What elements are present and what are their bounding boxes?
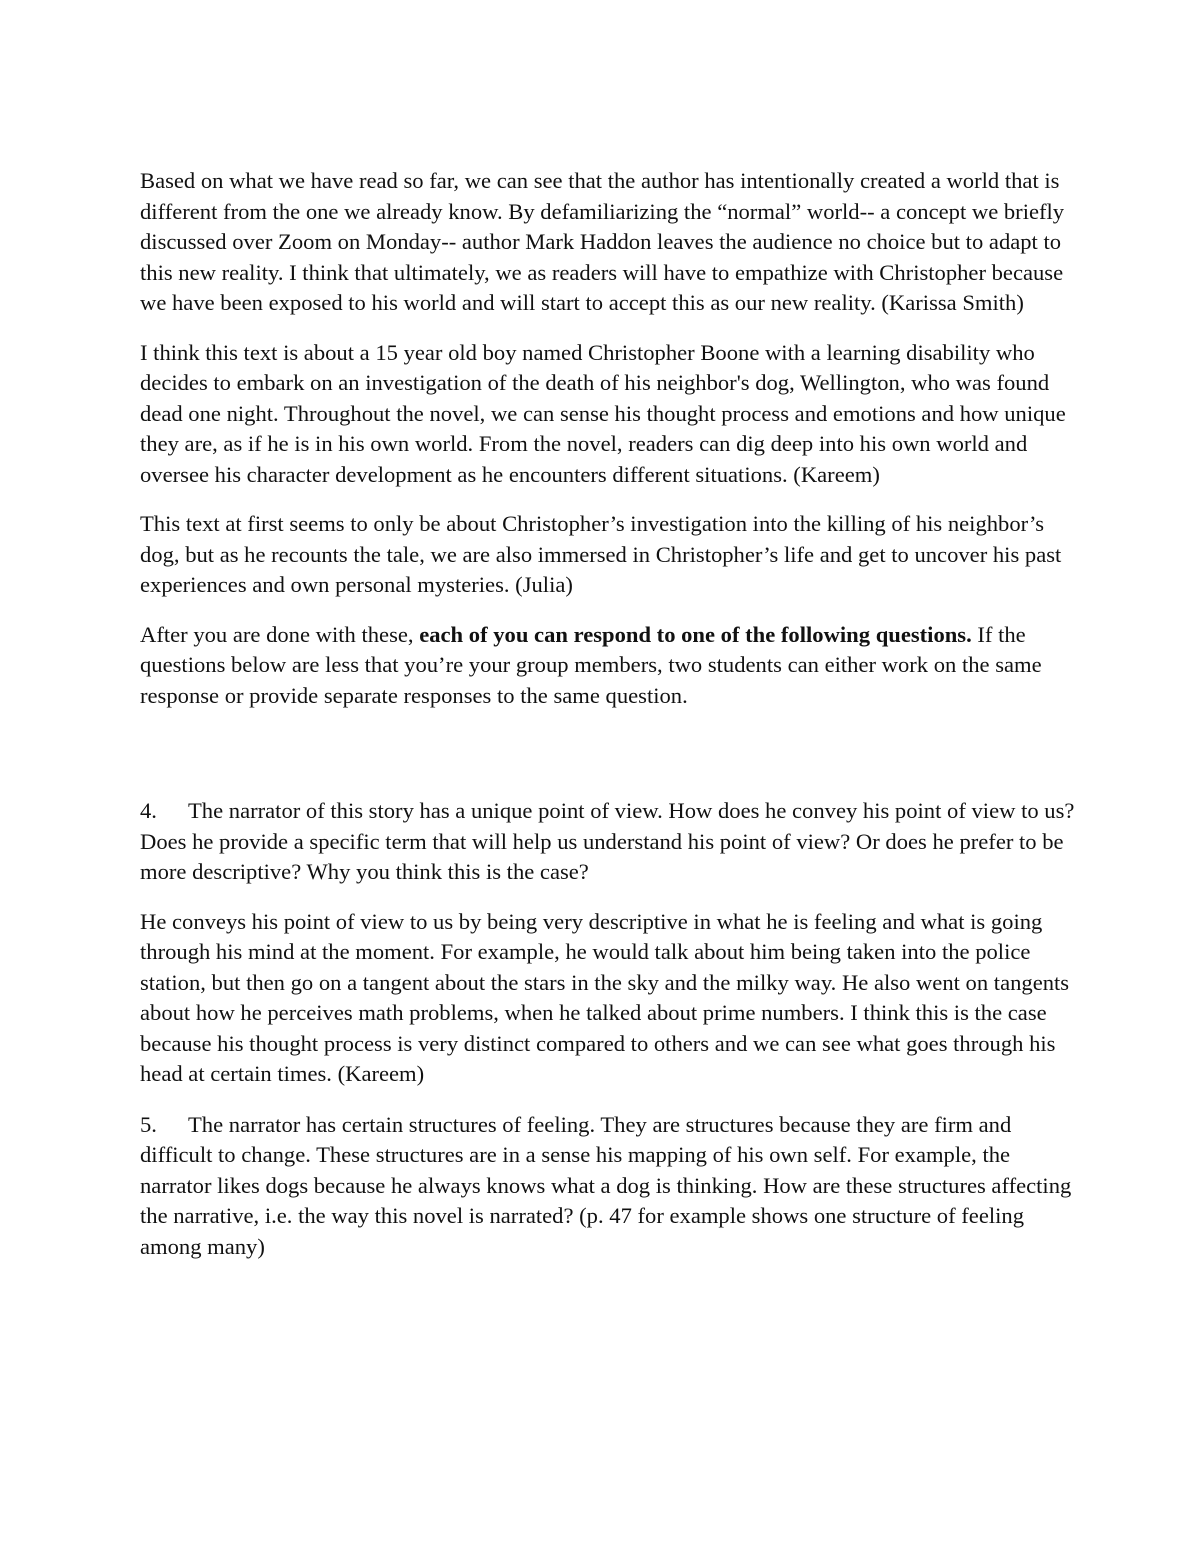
instructions-lead: After you are done with these, xyxy=(140,621,420,647)
question-4-number: 4. xyxy=(140,798,157,823)
question-5 xyxy=(140,1110,1075,1263)
answer-4: He conveys his point of view to us by being very descriptive in what he is feeling and what is going through his mind at the moment. For example, he would talk about him being taken into the police station, but then go on a tangent about the stars in the sky and the milky way. He also went on tangents about how he perceives math problems, when he talked about prime numbers. I think this is the case because his thought process is very distinct compared to others and we can see what goes through his head at certain times. (Kareem) xyxy=(140,908,1070,1086)
document-body xyxy=(140,166,1075,1281)
paragraph-summary-karissa: Based on what we have read so far, we can see that the author has intentionally created a world that is different from the one we already know. By defamiliarizing the “normal” world-- a concept we briefly discussed over Zoom on Monday-- author Mark Haddon leaves the audience no choice but to adapt to this new reality. I think that ultimately, we as readers will have to empathize with Christopher because we have been exposed to his world and will start to accept this as our new reality. (Karissa Smith) xyxy=(140,168,1065,315)
instructions-paragraph xyxy=(140,620,1075,712)
question-4-text: The narrator of this story has a unique point of view. How does he convey his point of view to us? Does he provide a specific term that will help us understand his point of view? Or does he prefer to be more descriptive? Why you think this is the case? xyxy=(140,798,1075,884)
instructions-rest: If the questions below are less that you’re your group members, two students can either work on the same response or provide separate responses to the same question. xyxy=(140,621,1042,708)
paragraph-summary-kareem: I think this text is about a 15 year old boy named Christopher Boone with a learning disability who decides to embark on an investigation of the death of his neighbor's dog, Wellington, who was found dead one night. Throughout the novel, we can sense his thought process and emotions and how unique they are, as if he is in his own world. From the novel, readers can dig deep into his own world and oversee his character development as he encounters different situations. (Kareem) xyxy=(140,339,1066,487)
paragraph-summary-julia: This text at first seems to only be about Christopher’s investigation into the killing of his neighbor’s dog, but as he recounts the tale, we are also immersed in Christopher’s life and get to uncover his past experiences and own personal mysteries. (Julia) xyxy=(140,511,1062,597)
question-5-text: The narrator has certain structures of feeling. They are structures because they are firm and difficult to change. These structures are in a sense his mapping of his own self. For example, the narrator likes dogs because he always knows what a dog is thinking. How are these structures affecting the narrative, i.e. the way this novel is narrated? (p. 47 for example shows one structure of feeling among many) xyxy=(140,1111,1072,1259)
instructions-bold: each of you can respond to one of the following questions. xyxy=(419,621,972,647)
question-4 xyxy=(140,796,1075,888)
question-5-number: 5. xyxy=(140,1111,157,1137)
